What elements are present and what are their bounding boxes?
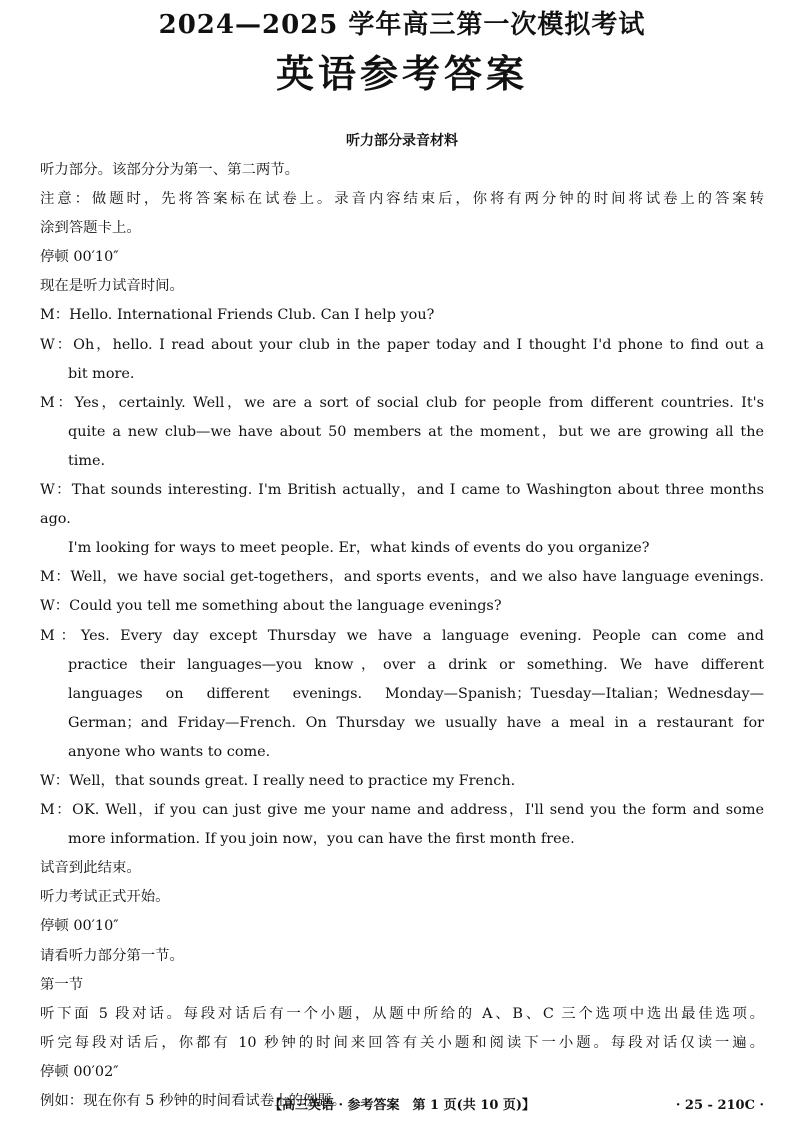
dialogue-line: bit more.: [68, 365, 135, 382]
dialogue-line: W：Oh，hello. I read about your club in the paper today and I thought I'd phone to find out a: [40, 336, 764, 353]
text-line: 例如：现在你有 5 秒钟的时间看试卷上的例题。: [40, 1093, 347, 1109]
text-line: 请看听力部分第一节。: [40, 947, 184, 964]
footer-code: · 25 - 210C ·: [675, 1098, 764, 1113]
text-line: 涂到答题卡上。: [40, 220, 141, 237]
text-line: 听力部分。该部分分为第一、第二两节。: [40, 162, 300, 178]
dialogue-line: M：Well，we have social get-togethers，and sports events，and we also have language evenings.: [40, 569, 764, 586]
pause-line: 停顿 00′10″: [40, 249, 119, 266]
dialogue-line: time.: [68, 452, 106, 469]
dialogue-line: M：OK. Well，if you can just give me your name and address，I'll send you the form and some: [40, 802, 764, 819]
dialogue-line: W：That sounds interesting. I'm British actually，and I came to Washington about three months ago.: [40, 482, 764, 528]
dialogue-line: practice their languages—you know，over a drink or something. We have different: [68, 656, 764, 673]
dialogue-line: I'm looking for ways to meet people. Er，what kinds of events do you organize?: [68, 540, 650, 557]
dialogue-line: W：Well，that sounds great. I really need to practice my French.: [40, 772, 516, 789]
footer-page-info: 【高三英语 · 参考答案 第 1 页(共 10 页)】: [268, 1098, 536, 1113]
answer-key-title: 英语参考答案: [275, 51, 528, 96]
dialogue-line: quite a new club—we have about 50 members at the moment，but we are growing all the: [68, 423, 764, 440]
text-line: 注意：做题时，先将答案标在试卷上。录音内容结束后，你将有两分钟的时间将试卷上的答案转: [40, 191, 764, 208]
pause-line: 停顿 00′02″: [40, 1063, 119, 1080]
pause-line: 停顿 00′10″: [40, 918, 119, 935]
dialogue-line: M：Yes. Every day except Thursday we have a language evening. People can come and: [40, 627, 764, 644]
dialogue-line: languages on different evenings. Monday—Spanish；Tuesday—Italian；Wednesday—: [68, 685, 764, 702]
dialogue-line: anyone who wants to come.: [68, 743, 271, 760]
exam-title: 2024—2025 学年高三第一次模拟考试: [158, 10, 646, 40]
text-line: 听下面 5 段对话。每段对话后有一个小题，从题中所给的 A、B、C 三个选项中选出最佳选项。: [40, 1005, 764, 1022]
text-line: 现在是听力试音时间。: [40, 278, 184, 295]
dialogue-line: M：Yes，certainly. Well，we are a sort of social club for people from different countries. It's: [40, 394, 764, 411]
section-label: 第一节: [40, 976, 84, 993]
text-line: 听完每段对话后，你都有 10 秒钟的时间来回答有关小题和阅读下一小题。每段对话仅读一遍。: [40, 1034, 764, 1051]
dialogue-line: German；and Friday—French. On Thursday we usually have a meal in a restaurant for: [68, 714, 764, 731]
transcript-body: [40, 156, 764, 1116]
section-title: 听力部分录音材料: [346, 133, 458, 149]
dialogue-line: W：Could you tell me something about the language evenings?: [40, 598, 502, 615]
text-line: 试音到此结束。: [40, 860, 141, 877]
dialogue-line: more information. If you join now，you can have the first month free.: [68, 831, 575, 848]
text-line: 听力考试正式开始。: [40, 889, 170, 906]
dialogue-line: M：Hello. International Friends Club. Can I help you?: [40, 307, 435, 324]
